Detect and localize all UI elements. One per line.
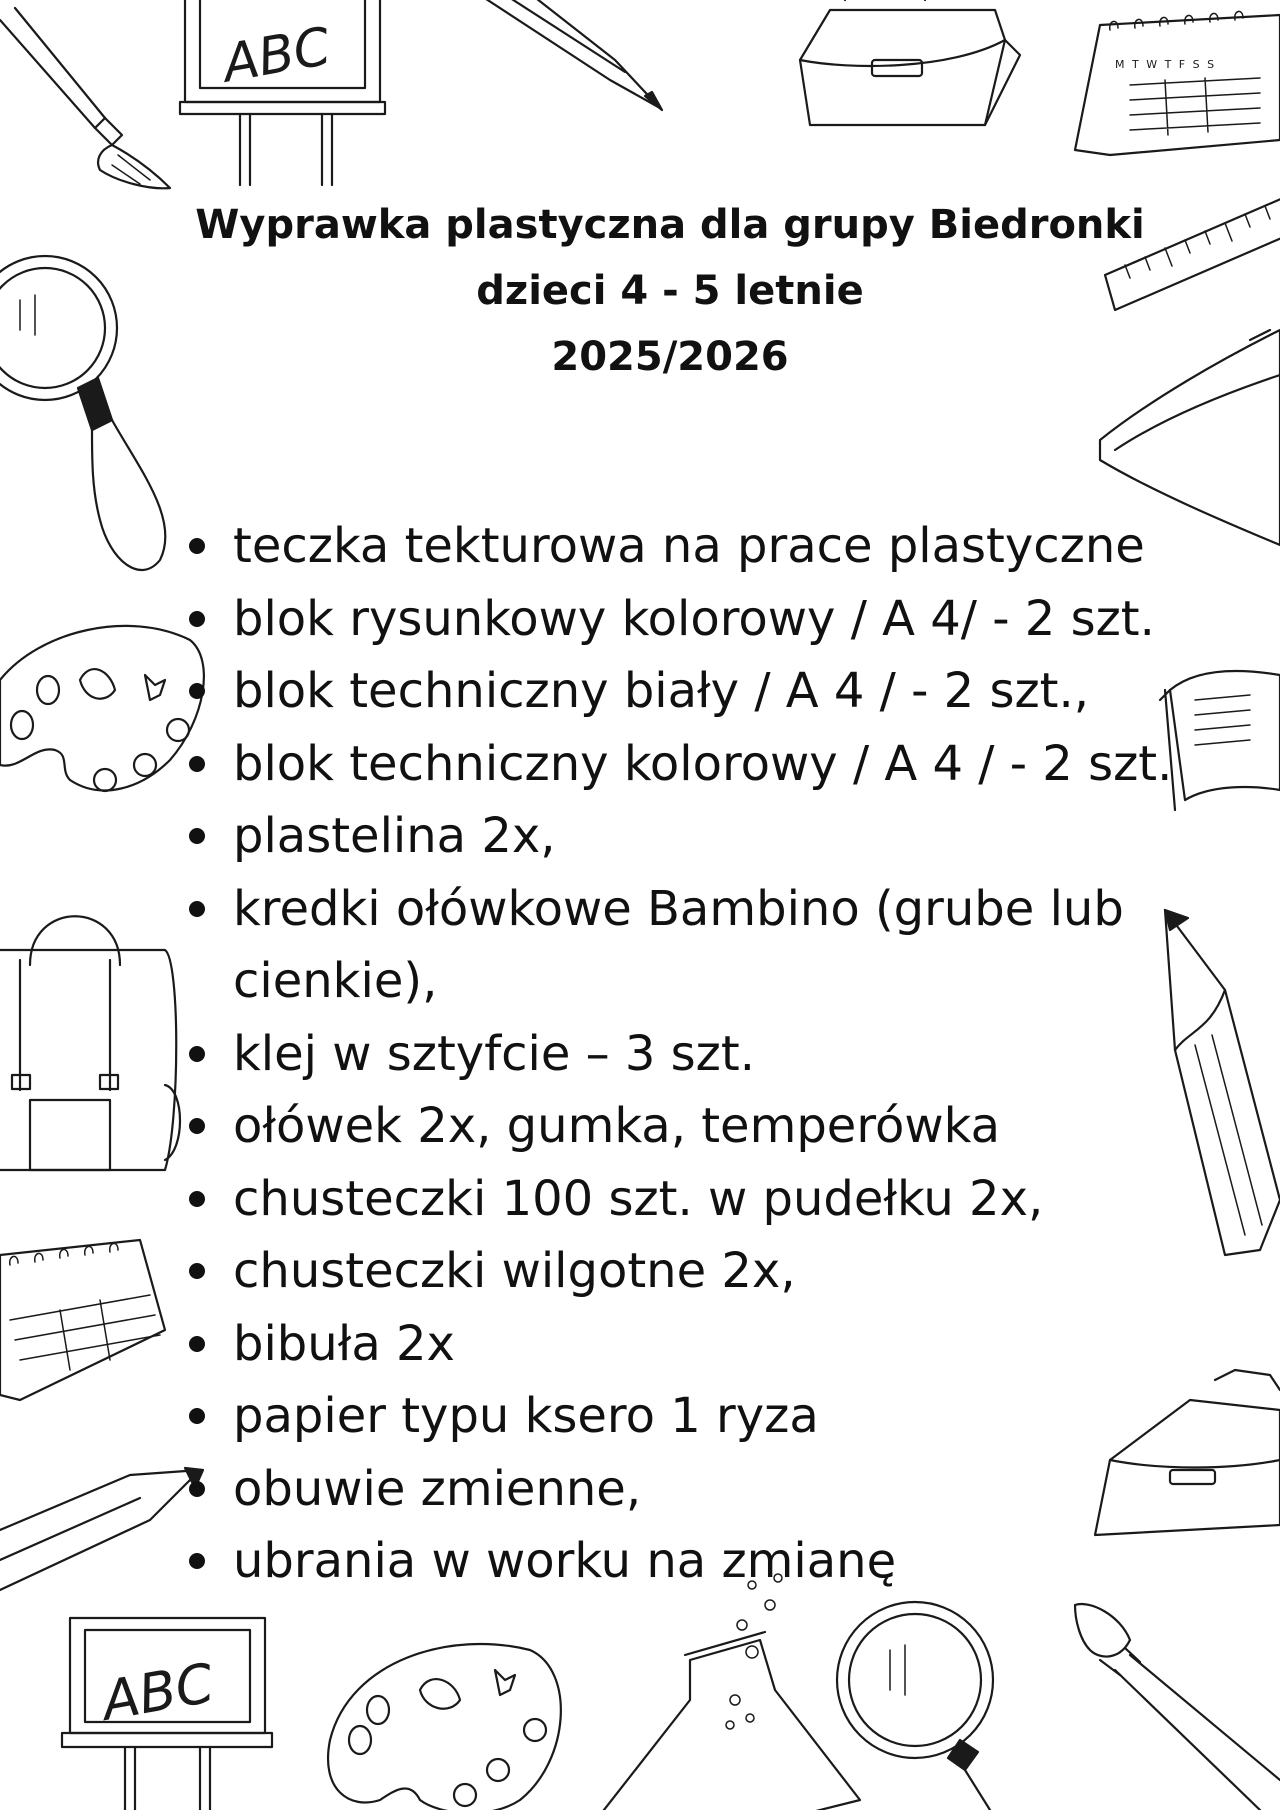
chalkboard-icon bbox=[180, 0, 385, 185]
list-item: blok techniczny kolorowy / A 4 / - 2 szt. bbox=[0, 728, 1280, 801]
list-item: papier typu ksero 1 ryza bbox=[0, 1380, 1280, 1453]
list-item: blok rysunkowy kolorowy / A 4/ - 2 szt. bbox=[0, 583, 1280, 656]
list-item: bibuła 2x bbox=[0, 1308, 1280, 1381]
calendar-icon bbox=[1075, 11, 1280, 155]
list-item: ołówek 2x, gumka, temperówka bbox=[0, 1090, 1280, 1163]
list-item: ubrania w worku na zmianę bbox=[0, 1525, 1280, 1598]
paintbrush-icon-bottom bbox=[1075, 1604, 1280, 1810]
list-item: klej w sztyfcie – 3 szt. bbox=[0, 1018, 1280, 1091]
supply-list bbox=[0, 510, 1280, 1598]
pencil-icon bbox=[480, 0, 662, 110]
list-item: obuwie zmienne, bbox=[0, 1453, 1280, 1526]
paintbrush-icon bbox=[0, 8, 170, 188]
list-item: plastelina 2x, bbox=[0, 800, 1280, 873]
briefcase-icon bbox=[800, 0, 1020, 125]
list-item: chusteczki 100 szt. w pudełku 2x, bbox=[0, 1163, 1280, 1236]
title-line-age: dzieci 4 - 5 letnie bbox=[476, 268, 864, 314]
svg-text:M T W T F S S: M T W T F S S bbox=[1115, 58, 1217, 71]
palette-icon-bottom bbox=[328, 1644, 561, 1810]
document-title bbox=[0, 192, 1280, 390]
chalkboard-icon-bottom bbox=[62, 1618, 272, 1810]
title-line-group: Wyprawka plastyczna dla grupy Biedronki bbox=[195, 202, 1145, 248]
list-item: kredki ołówkowe Bambino (grube lub cienkie), bbox=[0, 873, 1253, 1018]
magnifier-icon-bottom bbox=[837, 1602, 993, 1810]
flask-icon bbox=[600, 1574, 860, 1810]
title-line-year: 2025/2026 bbox=[551, 334, 789, 380]
list-item: teczka tekturowa na prace plastyczne bbox=[0, 510, 1280, 583]
list-item: blok techniczny biały / A 4 / - 2 szt., bbox=[0, 655, 1280, 728]
svg-text:ABC: ABC bbox=[97, 1651, 219, 1733]
svg-text:ABC: ABC bbox=[218, 16, 335, 95]
list-item: chusteczki wilgotne 2x, bbox=[0, 1235, 1280, 1308]
